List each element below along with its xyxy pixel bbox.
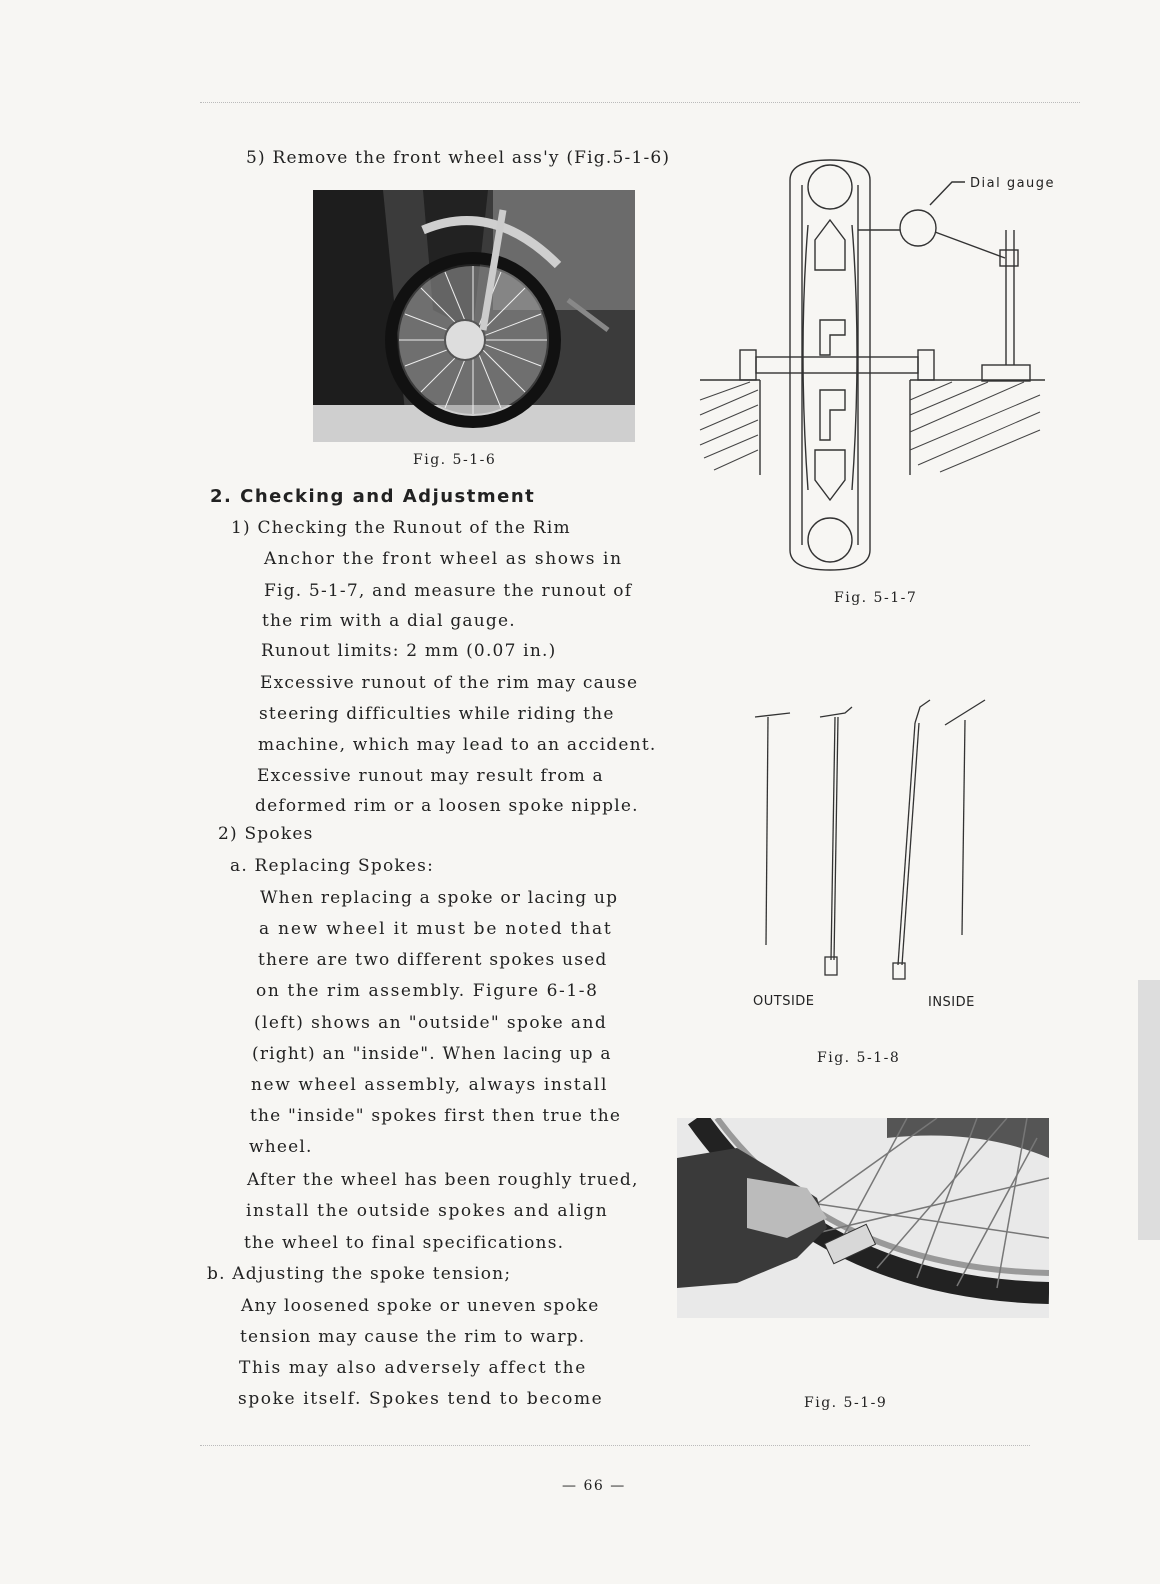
replacing-line: install the outside spokes and align xyxy=(246,1201,609,1221)
page-number: — 66 — xyxy=(562,1478,626,1494)
runout-line: the rim with a dial gauge. xyxy=(262,611,516,631)
runout-line: Excessive runout of the rim may cause xyxy=(260,673,639,693)
runout-line: Fig. 5-1-7, and measure the runout of xyxy=(264,581,633,601)
replacing-line: new wheel assembly, always install xyxy=(251,1075,609,1095)
replacing-line: After the wheel has been roughly trued, xyxy=(247,1170,639,1190)
replacing-line: When replacing a spoke or lacing up xyxy=(260,888,619,908)
runout-line: steering difficulties while riding the xyxy=(259,704,615,724)
replacing-line: a new wheel it must be noted that xyxy=(259,919,613,939)
spokes-illustration xyxy=(740,695,1000,985)
tension-line: spoke itself. Spokes tend to become xyxy=(238,1389,604,1409)
spokes-heading: 2) Spokes xyxy=(218,824,314,844)
replacing-line: wheel. xyxy=(249,1137,313,1157)
tension-line: Any loosened spoke or uneven spoke xyxy=(241,1296,600,1316)
replacing-line: (right) an "inside". When lacing up a xyxy=(252,1044,612,1064)
tension-line: tension may cause the rim to warp. xyxy=(240,1327,586,1347)
replacing-line: there are two different spokes used xyxy=(258,950,608,970)
replacing-line: the wheel to final specifications. xyxy=(244,1233,565,1253)
runout-heading: 1) Checking the Runout of the Rim xyxy=(231,518,571,538)
scan-edge-shadow xyxy=(1138,980,1160,1240)
dial-gauge-diagram xyxy=(690,150,1130,575)
spoke-types-diagram xyxy=(740,695,1000,985)
front-wheel-photo xyxy=(313,190,635,442)
fig-5-1-6-caption: Fig. 5-1-6 xyxy=(413,452,497,468)
section-title: 2. Checking and Adjustment xyxy=(210,486,536,507)
spoke-tension-heading: b. Adjusting the spoke tension; xyxy=(207,1264,512,1284)
spoke-adjustment-illustration xyxy=(677,1118,1049,1318)
replacing-line: the "inside" spokes first then true the xyxy=(250,1106,622,1126)
dial-gauge-label: Dial gauge xyxy=(970,176,1056,191)
spoke-wrench-photo xyxy=(677,1118,1049,1318)
fig-5-1-7-caption: Fig. 5-1-7 xyxy=(834,590,918,606)
step-5-text: 5) Remove the front wheel ass'y (Fig.5-1-6) xyxy=(246,148,671,168)
runout-line: Excessive runout may result from a xyxy=(257,766,604,786)
fig-5-1-9-caption: Fig. 5-1-9 xyxy=(804,1395,888,1411)
replacing-line: (left) shows an "outside" spoke and xyxy=(254,1013,608,1033)
runout-limit-line: Runout limits: 2 mm (0.07 in.) xyxy=(261,641,557,661)
runout-measurement-illustration xyxy=(690,150,1130,575)
tension-line: This may also adversely affect the xyxy=(239,1358,587,1378)
inside-spoke-label: INSIDE xyxy=(928,995,975,1010)
runout-line: machine, which may lead to an accident. xyxy=(258,735,657,755)
fig-5-1-8-caption: Fig. 5-1-8 xyxy=(817,1050,901,1066)
replacing-spokes-heading: a. Replacing Spokes: xyxy=(230,856,435,876)
replacing-line: on the rim assembly. Figure 6-1-8 xyxy=(256,981,599,1001)
bottom-rule xyxy=(200,1445,1030,1446)
runout-line: deformed rim or a loosen spoke nipple. xyxy=(255,796,639,816)
front-wheel-illustration xyxy=(313,190,635,442)
outside-spoke-label: OUTSIDE xyxy=(753,994,815,1009)
top-rule xyxy=(200,102,1080,103)
runout-line: Anchor the front wheel as shows in xyxy=(264,549,623,569)
